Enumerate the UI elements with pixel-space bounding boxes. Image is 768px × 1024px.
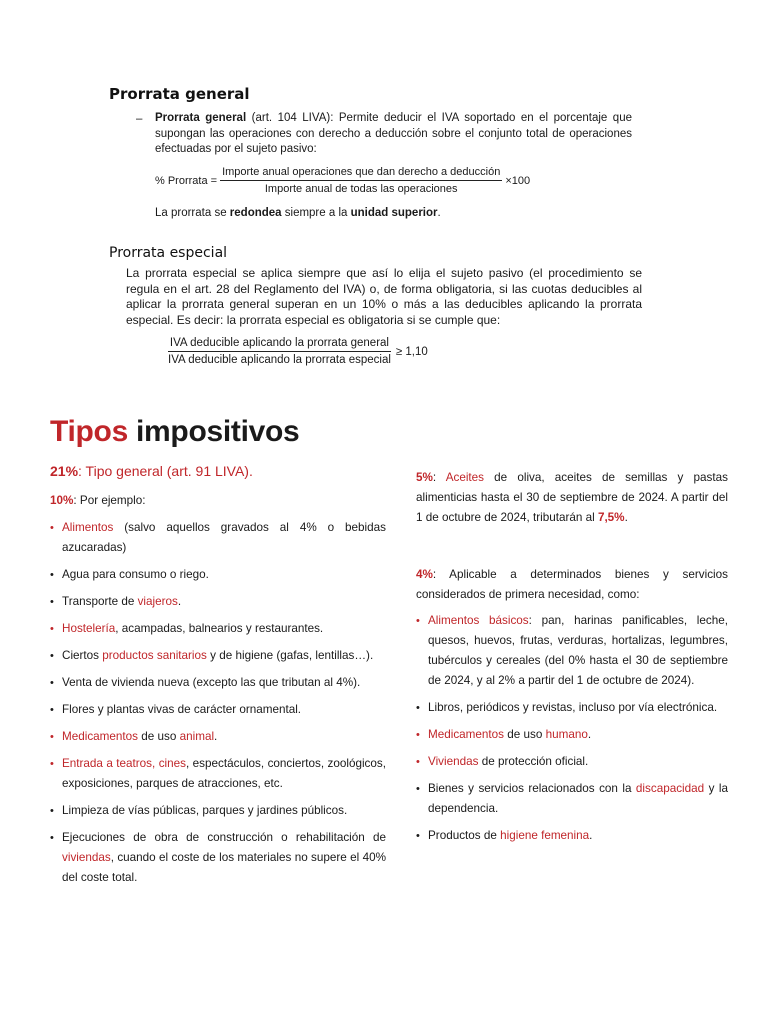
text-segment: Flores y plantas vivas de carácter ornamental. (62, 703, 302, 716)
text-segment: , espectáculos, conciertos, zoológicos, exposiciones, parques de atracciones, etc. (62, 757, 386, 790)
redondea-text-c: siempre a la (281, 207, 351, 219)
text-segment: . (589, 829, 593, 842)
highlighted-term: viajeros (137, 595, 178, 608)
redondea-note (155, 207, 441, 219)
tipo-5-paragraph (416, 468, 728, 528)
highlighted-term: Aceites (445, 471, 485, 484)
highlighted-term: Entrada a teatros, cines (62, 757, 186, 770)
list-item (416, 698, 728, 718)
list-item (416, 611, 728, 691)
title-black: impositivos (127, 415, 300, 448)
highlighted-term: 5% (416, 471, 433, 484)
list-item (416, 779, 728, 819)
title-red: Tipos (50, 415, 128, 448)
term-prorrata-general: Prorrata general (155, 112, 247, 124)
text-segment: Ejecuciones de obra de construcción o rehabilitación de (62, 831, 386, 844)
text-segment: de uso (504, 728, 546, 741)
tipo-4-paragraph (416, 565, 728, 605)
list-item (416, 725, 728, 745)
text-segment: Ciertos (62, 649, 103, 662)
formula-numerator: Importe anual operaciones que dan derecho a deducción (220, 166, 502, 181)
highlighted-term: Alimentos (62, 521, 114, 534)
dash-marker: – (136, 113, 143, 125)
text-segment: Bienes y servicios relacionados con la (428, 782, 636, 795)
list-item (50, 801, 386, 821)
text-segment: Agua para consumo o riego. (62, 568, 209, 581)
text-segment: Productos de (428, 829, 501, 842)
text-segment: . (214, 730, 218, 743)
unidad-superior-bold: unidad superior (350, 207, 438, 219)
highlighted-term: Medicamentos (428, 728, 505, 741)
text-segment: . (587, 728, 592, 741)
tipo-reducido-line (50, 491, 386, 511)
list-item (50, 828, 386, 888)
highlighted-term: animal (179, 730, 215, 743)
highlighted-term: Viviendas (428, 755, 479, 768)
text-segment: . (624, 511, 628, 524)
list-item (50, 673, 386, 693)
formula2-denominator: IVA deducible aplicando la prorrata especial (168, 354, 391, 366)
right-items-list (416, 611, 728, 846)
highlighted-term: Medicamentos (62, 730, 139, 743)
text-segment: de oliva, aceites de semillas y pastas alimenticias hasta el 30 de septiembre de 2024. A partir del 1 de octubre de 2024, tributarán al (416, 471, 728, 524)
text-segment: . (177, 595, 182, 608)
text-segment: y la dependencia. (428, 782, 728, 815)
list-item (416, 826, 728, 846)
heading-prorrata-especial: Prorrata especial (109, 245, 228, 261)
formula2-fraction (166, 337, 393, 366)
list-item (50, 565, 386, 585)
tipo-reducido-text: : Por ejemplo: (73, 494, 146, 507)
list-item (50, 592, 386, 612)
formula-rhs: ×100 (505, 174, 531, 187)
left-items-list (50, 518, 386, 888)
highlighted-term: viviendas (62, 851, 111, 864)
redondea-text-e: . (437, 207, 441, 219)
text-segment: Libros, periódicos y revistas, incluso por vía electrónica. (428, 701, 718, 714)
formula2-rhs: ≥ 1,10 (395, 345, 428, 358)
highlighted-term: Hostelería (62, 622, 116, 635)
highlighted-term: humano (545, 728, 588, 741)
formula-prorrata-especial (163, 337, 428, 366)
redondea-bold: redondea (229, 207, 282, 219)
text-segment: de uso (138, 730, 180, 743)
highlighted-term: 4% (416, 568, 433, 581)
text-segment: , acampadas, balnearios y restaurantes. (115, 622, 324, 635)
text-segment: Venta de vivienda nueva (excepto las que tributan al 4%). (62, 676, 361, 689)
text-segment: de protección oficial. (478, 755, 589, 768)
formula2-numerator: IVA deducible aplicando la prorrata general (168, 337, 391, 352)
highlighted-term: Alimentos básicos (428, 614, 529, 627)
highlighted-term: higiene femenina (500, 829, 590, 842)
paragraph-prorrata-general (155, 111, 632, 158)
list-item (416, 752, 728, 772)
pct-10: 10% (50, 494, 74, 507)
paragraph-prorrata-especial: La prorrata especial se aplica siempre que así lo elija el sujeto pasivo (el procedimiento se regula en el art. 28 del Reglamento del IVA) o, de forma obligatoria, si las cuotas deducibles al aplicar la prorrata general superan en un 10% o más a las deducibles aplicando la prorrata especial. Es decir: la prorrata especial es obligatoria si se cumple que: (126, 266, 642, 327)
highlighted-term: discapacidad (635, 782, 705, 795)
list-item (50, 754, 386, 794)
list-item (50, 727, 386, 747)
formula-fraction (220, 166, 502, 195)
tipo-general-text: : Tipo general (art. 91 LIVA). (78, 463, 253, 479)
text-segment: : pan, harinas panificables, leche, quesos, huevos, frutas, verduras, hortalizas, legumbres, tubérculos y cereales (del 0% hasta el 30 de septiembre de 2024, y al 2% a partir del 1 de octubre de 2024). (428, 614, 728, 687)
text-segment: y de higiene (gafas, lentillas…). (206, 649, 374, 662)
page-title (50, 415, 299, 449)
tipo-general-line (50, 461, 386, 481)
text-segment: Transporte de (62, 595, 138, 608)
highlighted-term: 7,5% (597, 511, 625, 524)
formula-prorrata (155, 166, 530, 195)
general-description: (art. 104 LIVA): Permite deducir el IVA soportado en el porcentaje que supongan las operaciones con derecho a deducción sobre el conjunto total de operaciones efectuadas por el sujeto pasivo: (155, 112, 632, 155)
highlighted-term: productos sanitarios (102, 649, 207, 662)
redondea-text-a: La prorrata se (155, 207, 230, 219)
text-segment: Limpieza de vías públicas, parques y jardines públicos. (62, 804, 348, 817)
list-item (50, 646, 386, 666)
text-segment: : (432, 471, 446, 484)
formula-lhs: % Prorrata = (155, 174, 218, 187)
pct-21: 21% (50, 463, 79, 479)
text-segment: (salvo aquellos gravados al 4% o bebidas azucaradas) (62, 521, 386, 554)
list-item (50, 619, 386, 639)
list-item (50, 700, 386, 720)
formula-denominator: Importe anual de todas las operaciones (264, 183, 458, 195)
text-segment: , cuando el coste de los materiales no supere el 40% del coste total. (62, 851, 386, 884)
heading-prorrata-general: Prorrata general (109, 85, 250, 103)
list-item (50, 518, 386, 558)
text-segment: : Aplicable a determinados bienes y servicios considerados de primera necesidad, como: (416, 568, 728, 601)
